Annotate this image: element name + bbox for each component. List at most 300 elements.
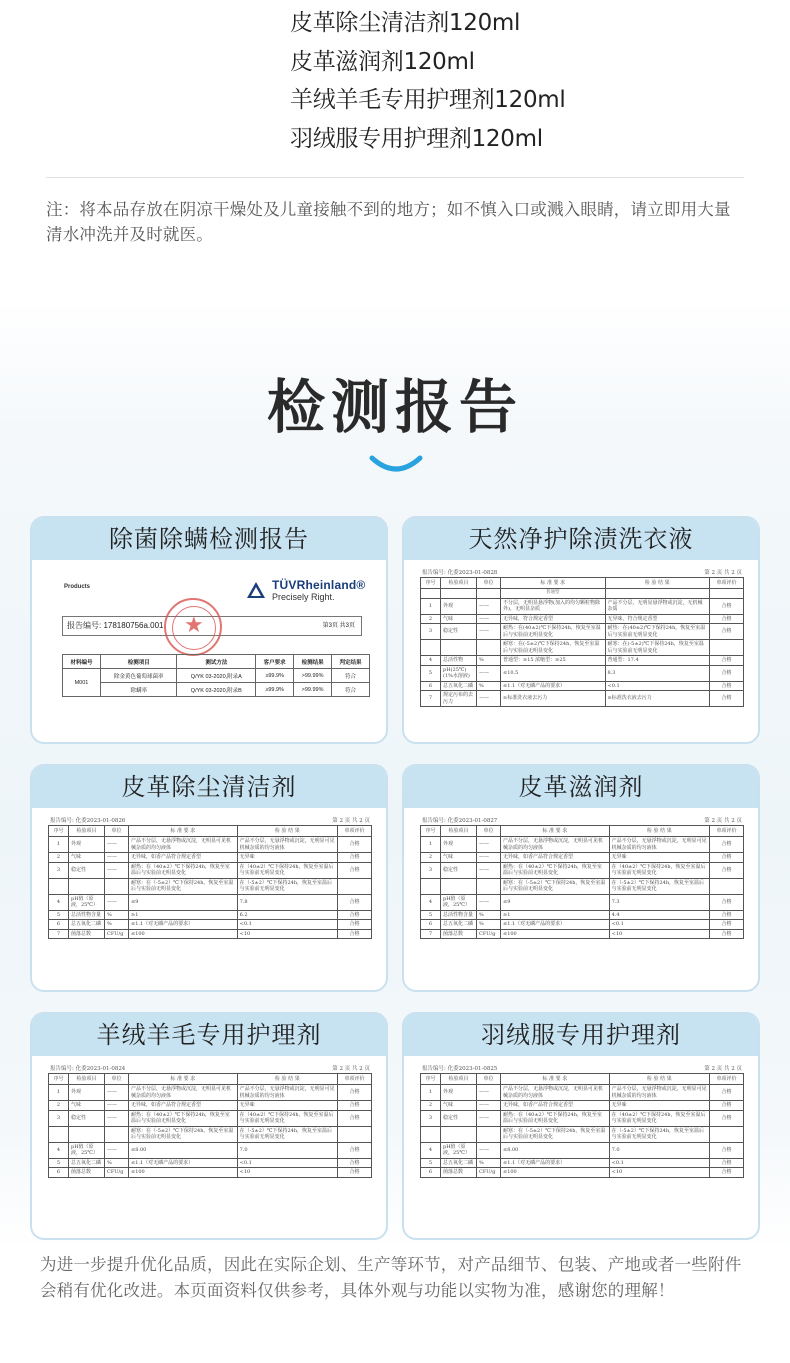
- table-cell: 合格: [338, 853, 372, 863]
- report-number: 报告编号: 化委2023-01-0824: [50, 1066, 126, 1072]
- table-cell: ——: [105, 837, 129, 853]
- logo-slogan: Precisely Right.: [272, 592, 335, 602]
- inspection-table: [420, 825, 744, 939]
- table-cell: 耐热：在（40±2）℃下保持24h，恢复至室温后与实验前无明显变化: [501, 1110, 610, 1126]
- card-title: 除菌除螨检测报告: [32, 518, 386, 560]
- table-row: [421, 665, 744, 681]
- page-number: 第 2 页 共 2 页: [332, 1066, 370, 1072]
- product-item: 皮革除尘清洁剂120ml: [290, 10, 521, 36]
- table-header: 检验项目: [441, 1074, 477, 1085]
- table-cell: 产品不分层，无悬浮物或沉淀，无明显可见机械杂质的均匀液体: [237, 837, 337, 853]
- table-cell: 合格: [338, 929, 372, 939]
- table-cell: 4.4: [609, 910, 709, 920]
- table-header: 检验项目: [441, 826, 477, 837]
- table-row: [49, 1126, 372, 1142]
- card-title: 羊绒羊毛专用护理剂: [32, 1014, 386, 1056]
- table-row: [63, 669, 370, 683]
- table-cell: ——: [477, 894, 501, 910]
- table-cell: 合格: [338, 1110, 372, 1126]
- doc-header: [420, 816, 744, 825]
- table-row: [49, 853, 372, 863]
- table-row: [49, 1110, 372, 1126]
- table-header: 单位: [105, 826, 129, 837]
- table-cell: [441, 1126, 477, 1142]
- table-cell: ——: [105, 862, 129, 878]
- table-cell: 7.0: [237, 1142, 337, 1158]
- table-header: 测试方法: [177, 655, 256, 669]
- table-cell: 4: [421, 656, 441, 666]
- table-cell: ——: [105, 853, 129, 863]
- table-cell: 外观: [69, 837, 105, 853]
- table-row: [49, 920, 372, 930]
- table-cell: ≤1.1（对无磷产品的要求）: [501, 920, 610, 930]
- table-cell: ≤1.1（对无磷产品的要求）: [129, 1158, 238, 1168]
- tuv-report-document: [56, 570, 370, 730]
- page-number: 第 2 页 共 2 页: [704, 818, 742, 824]
- table-cell: 6: [49, 920, 69, 930]
- table-row: [421, 598, 744, 614]
- table-cell: 在（40±2）℃下保持24h，恢复至室温后与实验前无明显变化: [237, 862, 337, 878]
- table-cell: 稳定性: [441, 624, 477, 640]
- table-header: 检验项目: [69, 826, 105, 837]
- table-cell: 5: [421, 910, 441, 920]
- divider: [46, 177, 744, 178]
- product-list: [290, 4, 770, 158]
- table-cell: 合格: [338, 1142, 372, 1158]
- table-cell: ≤1.1（对无磷产品的要求）: [501, 681, 606, 691]
- table-cell: 6: [421, 1168, 441, 1178]
- table-cell: 耐热：在(40±2)℃下保持24h，恢复至室温后与实验前无明显变化: [605, 624, 710, 640]
- table-cell: Q/YK 03-2020,附录A: [177, 669, 256, 683]
- table-header: 标 准 要 求: [129, 1074, 238, 1085]
- table-cell: 无异味，如香产品符合规定香型: [129, 853, 238, 863]
- table-cell: 稳定性: [69, 862, 105, 878]
- report-number: 报告编号: 178180756a.001: [67, 621, 164, 630]
- table-cell: 合格: [338, 910, 372, 920]
- table-cell: CFU/g: [477, 1168, 501, 1178]
- table-cell: 3: [421, 1110, 441, 1126]
- table-header: 检 验 结 果: [237, 1074, 337, 1085]
- table-header: 单项评价: [710, 578, 744, 589]
- table-header: 单位: [477, 1074, 501, 1085]
- table-row: [49, 1168, 372, 1178]
- report-number: 报告编号: 化委2023-01-0828: [422, 570, 498, 576]
- table-header: 单项评价: [338, 826, 372, 837]
- table-cell: ≥99.9%: [256, 669, 294, 683]
- table-cell: 合格: [710, 665, 744, 681]
- table-cell: 2: [421, 853, 441, 863]
- table-cell: 4: [421, 894, 441, 910]
- table-cell: ≤1.1（对无磷产品的要求）: [129, 920, 238, 930]
- table-cell: [105, 1126, 129, 1142]
- table-row: [49, 1142, 372, 1158]
- table-row: [421, 910, 744, 920]
- table-cell: 合格: [710, 910, 744, 920]
- product-item: 皮革滋润剂120ml: [290, 48, 475, 75]
- table-cell: 普通型：17.4: [605, 656, 710, 666]
- table-header: 单位: [477, 826, 501, 837]
- table-cell: 合格: [338, 1168, 372, 1178]
- table-cell: 总五氧化二磷: [441, 681, 477, 691]
- table-cell: 耐热：在（40±2）℃下保持24h，恢复至室温后与实验前无明显变化: [129, 1110, 238, 1126]
- table-row: [421, 862, 744, 878]
- table-cell: 合格: [710, 1101, 744, 1111]
- table-cell: ——: [105, 1101, 129, 1111]
- table-cell: 5: [421, 1158, 441, 1168]
- table-cell: 不分层，无明显悬浮物(加入的均匀颗粒物除外)，无明显杂质: [501, 598, 606, 614]
- report-card-leather-cleaner[interactable]: [30, 764, 388, 992]
- table-cell: ——: [477, 691, 501, 707]
- table-header: 检测结果: [294, 655, 332, 669]
- table-row: [421, 1101, 744, 1111]
- table-cell: %: [477, 910, 501, 920]
- table-row: [49, 910, 372, 920]
- table-row: [421, 1168, 744, 1178]
- inspection-table: [420, 577, 744, 707]
- table-row: [421, 656, 744, 666]
- table-cell: 合格: [338, 1101, 372, 1111]
- table-cell: <10: [609, 1168, 709, 1178]
- table-row: [49, 929, 372, 939]
- table-cell: 气味: [441, 1101, 477, 1111]
- table-cell: ——: [477, 1101, 501, 1111]
- table-cell: 5: [49, 910, 69, 920]
- table-cell: 1: [421, 1085, 441, 1101]
- table-cell: 7: [421, 929, 441, 939]
- table-row: [421, 691, 744, 707]
- table-cell: [105, 878, 129, 894]
- table-cell: [421, 878, 441, 894]
- card-title: 皮革滋润剂: [404, 766, 758, 808]
- report-card-down-jacket-care[interactable]: [402, 1012, 760, 1240]
- table-cell: [710, 640, 744, 656]
- report-number: 报告编号: 化委2023-01-0825: [422, 1066, 498, 1072]
- table-cell: ——: [477, 1142, 501, 1158]
- table-cell: [49, 1126, 69, 1142]
- table-cell: 合格: [710, 1158, 744, 1168]
- table-cell: 合格: [710, 837, 744, 853]
- table-header: 判定结果: [332, 655, 370, 669]
- table-cell: 菌落总数: [441, 929, 477, 939]
- table-cell: %: [477, 656, 501, 666]
- table-cell: [338, 878, 372, 894]
- table-cell: 合格: [710, 598, 744, 614]
- card-title: 天然净护除渍洗衣液: [404, 518, 758, 560]
- table-cell: 合格: [710, 691, 744, 707]
- table-cell: ≥1: [129, 910, 238, 920]
- table-cell: 合格: [338, 1158, 372, 1168]
- table-cell: 除螨率: [100, 683, 177, 697]
- inspection-document: [420, 1064, 744, 1230]
- table-header: 单项评价: [338, 1074, 372, 1085]
- table-cell: ≤10.5: [501, 665, 606, 681]
- table-cell: ≥99.9%: [256, 683, 294, 697]
- table-cell: 合格: [710, 1168, 744, 1178]
- table-cell: 3: [421, 624, 441, 640]
- table-cell: 6.2: [237, 910, 337, 920]
- table-cell: 合格: [338, 920, 372, 930]
- table-row: [49, 894, 372, 910]
- red-seal-stamp: ★: [164, 598, 222, 656]
- table-cell: 6: [49, 1168, 69, 1178]
- table-cell: 在（-5±2）℃下保持24h，恢复至室温后与实验前无明显变化: [237, 1126, 337, 1142]
- table-cell: 产品不分层，无悬浮物或沉淀，无明显可见机械杂质的均匀液体: [129, 1085, 238, 1101]
- table-row: [421, 929, 744, 939]
- table-cell: 总活性物: [441, 656, 477, 666]
- table-cell: [710, 878, 744, 894]
- disclaimer-text: 为进一步提升优化品质，因此在实际企划、生产等环节，对产品细节、包装、产地或者一些附件会稍有优化改进。本页面资料仅供参考，具体外观与功能以实物为准，感谢您的理解！: [40, 1255, 742, 1300]
- table-row: [421, 681, 744, 691]
- table-cell: 总五氧化二磷: [69, 920, 105, 930]
- table-cell: 1: [49, 837, 69, 853]
- report-card-laundry-detergent[interactable]: [402, 516, 760, 744]
- table-cell: 合格: [710, 894, 744, 910]
- table-header: 序号: [421, 1074, 441, 1085]
- table-cell: 产品不分层，无悬浮物或沉淀，无明显可见机械杂质的均匀液体: [237, 1085, 337, 1101]
- table-row: [421, 1126, 744, 1142]
- table-header: 单位: [105, 1074, 129, 1085]
- table-cell: [69, 1126, 105, 1142]
- table-cell: ≤100: [129, 1168, 238, 1178]
- table-cell: [441, 640, 477, 656]
- table-cell: 6: [421, 681, 441, 691]
- table-cell: <10: [237, 929, 337, 939]
- table-cell: ——: [477, 598, 501, 614]
- table-header: 单项评价: [710, 1074, 744, 1085]
- table-cell: 产品不分层，无悬浮物或沉淀，无明显可见机械杂质的均匀液体: [129, 837, 238, 853]
- product-item: 羊绒羊毛专用护理剂120ml: [290, 87, 566, 113]
- table-row: [421, 1085, 744, 1101]
- table-cell: 产品不分层，无悬浮物或沉淀，无明显可见机械杂质的均匀液体: [609, 1085, 709, 1101]
- table-cell: 气味: [69, 853, 105, 863]
- doc-header: [420, 1064, 744, 1073]
- table-row: [421, 614, 744, 624]
- table-cell: 合格: [710, 1085, 744, 1101]
- doc-header: [420, 568, 744, 577]
- material-code: M001: [63, 669, 101, 697]
- table-header: 序号: [421, 578, 441, 589]
- table-cell: ≤9: [501, 894, 610, 910]
- table-cell: 符合: [332, 683, 370, 697]
- table-cell: 除金黄色葡萄球菌率: [100, 669, 177, 683]
- table-cell: 耐寒：在（-5±2）℃下保持24h，恢复至室温后与实验前无明显变化: [129, 878, 238, 894]
- table-cell: pH(25℃)(1%水溶液): [441, 665, 477, 681]
- report-card-leather-conditioner[interactable]: [402, 764, 760, 992]
- logo-name: TÜVRheinland®: [272, 578, 366, 592]
- table-cell: 耐热：在（40±2）℃下保持24h，恢复至室温后与实验前无明显变化: [129, 862, 238, 878]
- table-header: 材料编号: [63, 655, 101, 669]
- table-cell: 7: [49, 929, 69, 939]
- table-cell: ≥标准洗衣液去污力: [501, 691, 606, 707]
- table-cell: ——: [477, 1110, 501, 1126]
- table-cell: ——: [105, 894, 129, 910]
- table-cell: 3: [49, 862, 69, 878]
- table-cell: [69, 878, 105, 894]
- table-cell: ——: [105, 1110, 129, 1126]
- table-row: [421, 1158, 744, 1168]
- table-row: [421, 853, 744, 863]
- smile-curve-icon: [368, 452, 424, 476]
- table-cell: 耐寒：在（-5±2）℃下保持24h，恢复至室温后与实验前无明显变化: [501, 878, 610, 894]
- table-cell: 总活性物含量: [69, 910, 105, 920]
- table-cell: ≥标准洗衣液去污力: [605, 691, 710, 707]
- table-cell: 5: [49, 1158, 69, 1168]
- inspection-table: [48, 825, 372, 939]
- table-cell: 合格: [710, 920, 744, 930]
- table-cell: %: [105, 1158, 129, 1168]
- table-cell: <10: [609, 929, 709, 939]
- table-cell: <0.1: [605, 681, 710, 691]
- table-header: 序号: [49, 1074, 69, 1085]
- table-cell: >99.99%: [294, 669, 332, 683]
- table-header: 标 准 要 求: [501, 578, 606, 589]
- table-cell: 合格: [710, 1142, 744, 1158]
- table-row: [421, 920, 744, 930]
- table-cell: 4: [49, 894, 69, 910]
- page-number: 第 2 页 共 2 页: [704, 1066, 742, 1072]
- table-cell: %: [477, 1158, 501, 1168]
- report-card-disinfection[interactable]: [30, 516, 388, 744]
- table-cell: 外观: [69, 1085, 105, 1101]
- table-row: [421, 640, 744, 656]
- table-cell: ——: [105, 1142, 129, 1158]
- table-cell: 总五氧化二磷: [441, 920, 477, 930]
- table-cell: [710, 1126, 744, 1142]
- table-cell: 合格: [710, 681, 744, 691]
- table-header-row: [421, 826, 744, 837]
- table-row: [49, 1101, 372, 1111]
- table-cell: 气味: [69, 1101, 105, 1111]
- table-header-row: [49, 1074, 372, 1085]
- table-cell: 6: [421, 920, 441, 930]
- table-cell: 耐热：在(40±2)℃下保持24h，恢复至室温后与实验前无明显变化: [501, 624, 606, 640]
- table-row: [421, 837, 744, 853]
- table-cell: 合格: [710, 929, 744, 939]
- table-cell: 合格: [710, 656, 744, 666]
- table-cell: 产品不分层，无明显悬浮物或沉淀，无机械杂质: [605, 598, 710, 614]
- table-row: [421, 878, 744, 894]
- table-cell: 耐寒：在（-5±2）℃下保持24h，恢复至室温后与实验前无明显变化: [501, 1126, 610, 1142]
- report-card-wool-care[interactable]: [30, 1012, 388, 1240]
- table-header: 检测项目: [100, 655, 177, 669]
- table-row: [421, 1142, 744, 1158]
- table-cell: 在（-5±2）℃下保持24h，恢复至室温后与实验前无明显变化: [609, 878, 709, 894]
- table-header: 检 验 结 果: [605, 578, 710, 589]
- table-header-row: [421, 1074, 744, 1085]
- table-cell: 无异味，如香产品符合规定香型: [501, 853, 610, 863]
- table-cell: 普通型：≥15 浓缩型：≥25: [501, 656, 606, 666]
- page-number: 第 2 页 共 2 页: [332, 818, 370, 824]
- table-row: [421, 624, 744, 640]
- table-cell: %: [477, 681, 501, 691]
- table-cell: 无异味: [237, 853, 337, 863]
- table-cell: 合格: [710, 624, 744, 640]
- table-cell: CFU/g: [105, 1168, 129, 1178]
- table-cell: 耐热：在（40±2）℃下保持24h，恢复至室温后与实验前无明显变化: [501, 862, 610, 878]
- table-cell: 1: [421, 837, 441, 853]
- table-cell: pH值（原液，25℃）: [69, 894, 105, 910]
- table-row: [49, 878, 372, 894]
- table-cell: 5: [421, 665, 441, 681]
- page-number: 第 2 页 共 2 页: [704, 570, 742, 576]
- table-cell: Q/YK 03-2020,附录B: [177, 683, 256, 697]
- inspection-document: [48, 816, 372, 982]
- table-cell: 1: [421, 598, 441, 614]
- table-cell: 外观: [441, 598, 477, 614]
- table-cell: 2: [421, 1101, 441, 1111]
- table-cell: [421, 640, 441, 656]
- table-header: 单项评价: [710, 826, 744, 837]
- table-cell: 耐寒：在(-5±2)℃下保持24h，恢复至室温后与实验前无明显变化: [605, 640, 710, 656]
- table-cell: 2: [49, 853, 69, 863]
- tuv-logo: [246, 578, 365, 602]
- table-cell: 菌落总数: [69, 929, 105, 939]
- table-header: 序号: [421, 826, 441, 837]
- table-cell: 4: [49, 1142, 69, 1158]
- table-cell: [477, 1126, 501, 1142]
- table-cell: 总活性物含量: [441, 910, 477, 920]
- table-cell: 总五氧化二磷: [441, 1158, 477, 1168]
- table-row: [63, 683, 370, 697]
- table-cell: %: [105, 920, 129, 930]
- table-cell: 在（40±2）℃下保持24h，恢复至室温后与实验前无明显变化: [609, 1110, 709, 1126]
- table-row: [49, 862, 372, 878]
- table-header: 检 验 结 果: [609, 1074, 709, 1085]
- table-cell: [338, 1126, 372, 1142]
- table-cell: ——: [477, 624, 501, 640]
- table-cell: <0.1: [237, 920, 337, 930]
- card-title: 皮革除尘清洁剂: [32, 766, 386, 808]
- table-cell: 3: [421, 862, 441, 878]
- section-title: 检测报告: [266, 373, 523, 441]
- table-cell: 3: [49, 1110, 69, 1126]
- table-cell: 在（-5±2）℃下保持24h，恢复至室温后与实验前无明显变化: [237, 878, 337, 894]
- table-cell: pH值（原液，25℃）: [69, 1142, 105, 1158]
- table-cell: 无异味，符合规定香型: [501, 614, 606, 624]
- table-cell: 菌落总数: [69, 1168, 105, 1178]
- table-cell: 合格: [710, 614, 744, 624]
- table-cell: 稳定性: [441, 862, 477, 878]
- table-cell: ≥1: [501, 910, 610, 920]
- table-cell: [477, 878, 501, 894]
- table-cell: 无异味: [609, 853, 709, 863]
- table-cell: ——: [477, 853, 501, 863]
- doc-header: [48, 1064, 372, 1073]
- table-cell: 合格: [710, 853, 744, 863]
- table-cell: 8.3: [605, 665, 710, 681]
- products-label: Products: [64, 584, 91, 590]
- table-cell: 总五氧化二磷: [69, 1158, 105, 1168]
- table-cell: 合格: [710, 862, 744, 878]
- table-cell: 稳定性: [441, 1110, 477, 1126]
- table-row: [49, 837, 372, 853]
- inspection-document: [420, 568, 744, 734]
- table-cell: 2: [49, 1101, 69, 1111]
- table-row: [49, 1085, 372, 1101]
- table-subheader: 普通型: [501, 589, 606, 599]
- table-header: 检验项目: [69, 1074, 105, 1085]
- table-header: 标 准 要 求: [501, 1074, 610, 1085]
- table-cell: 菌落总数: [441, 1168, 477, 1178]
- table-cell: CFU/g: [105, 929, 129, 939]
- table-cell: ——: [477, 862, 501, 878]
- table-row: [421, 894, 744, 910]
- table-cell: <0.1: [609, 920, 709, 930]
- table-cell: >99.99%: [294, 683, 332, 697]
- table-cell: 稳定性: [69, 1110, 105, 1126]
- table-cell: ——: [477, 1085, 501, 1101]
- table-cell: ——: [477, 614, 501, 624]
